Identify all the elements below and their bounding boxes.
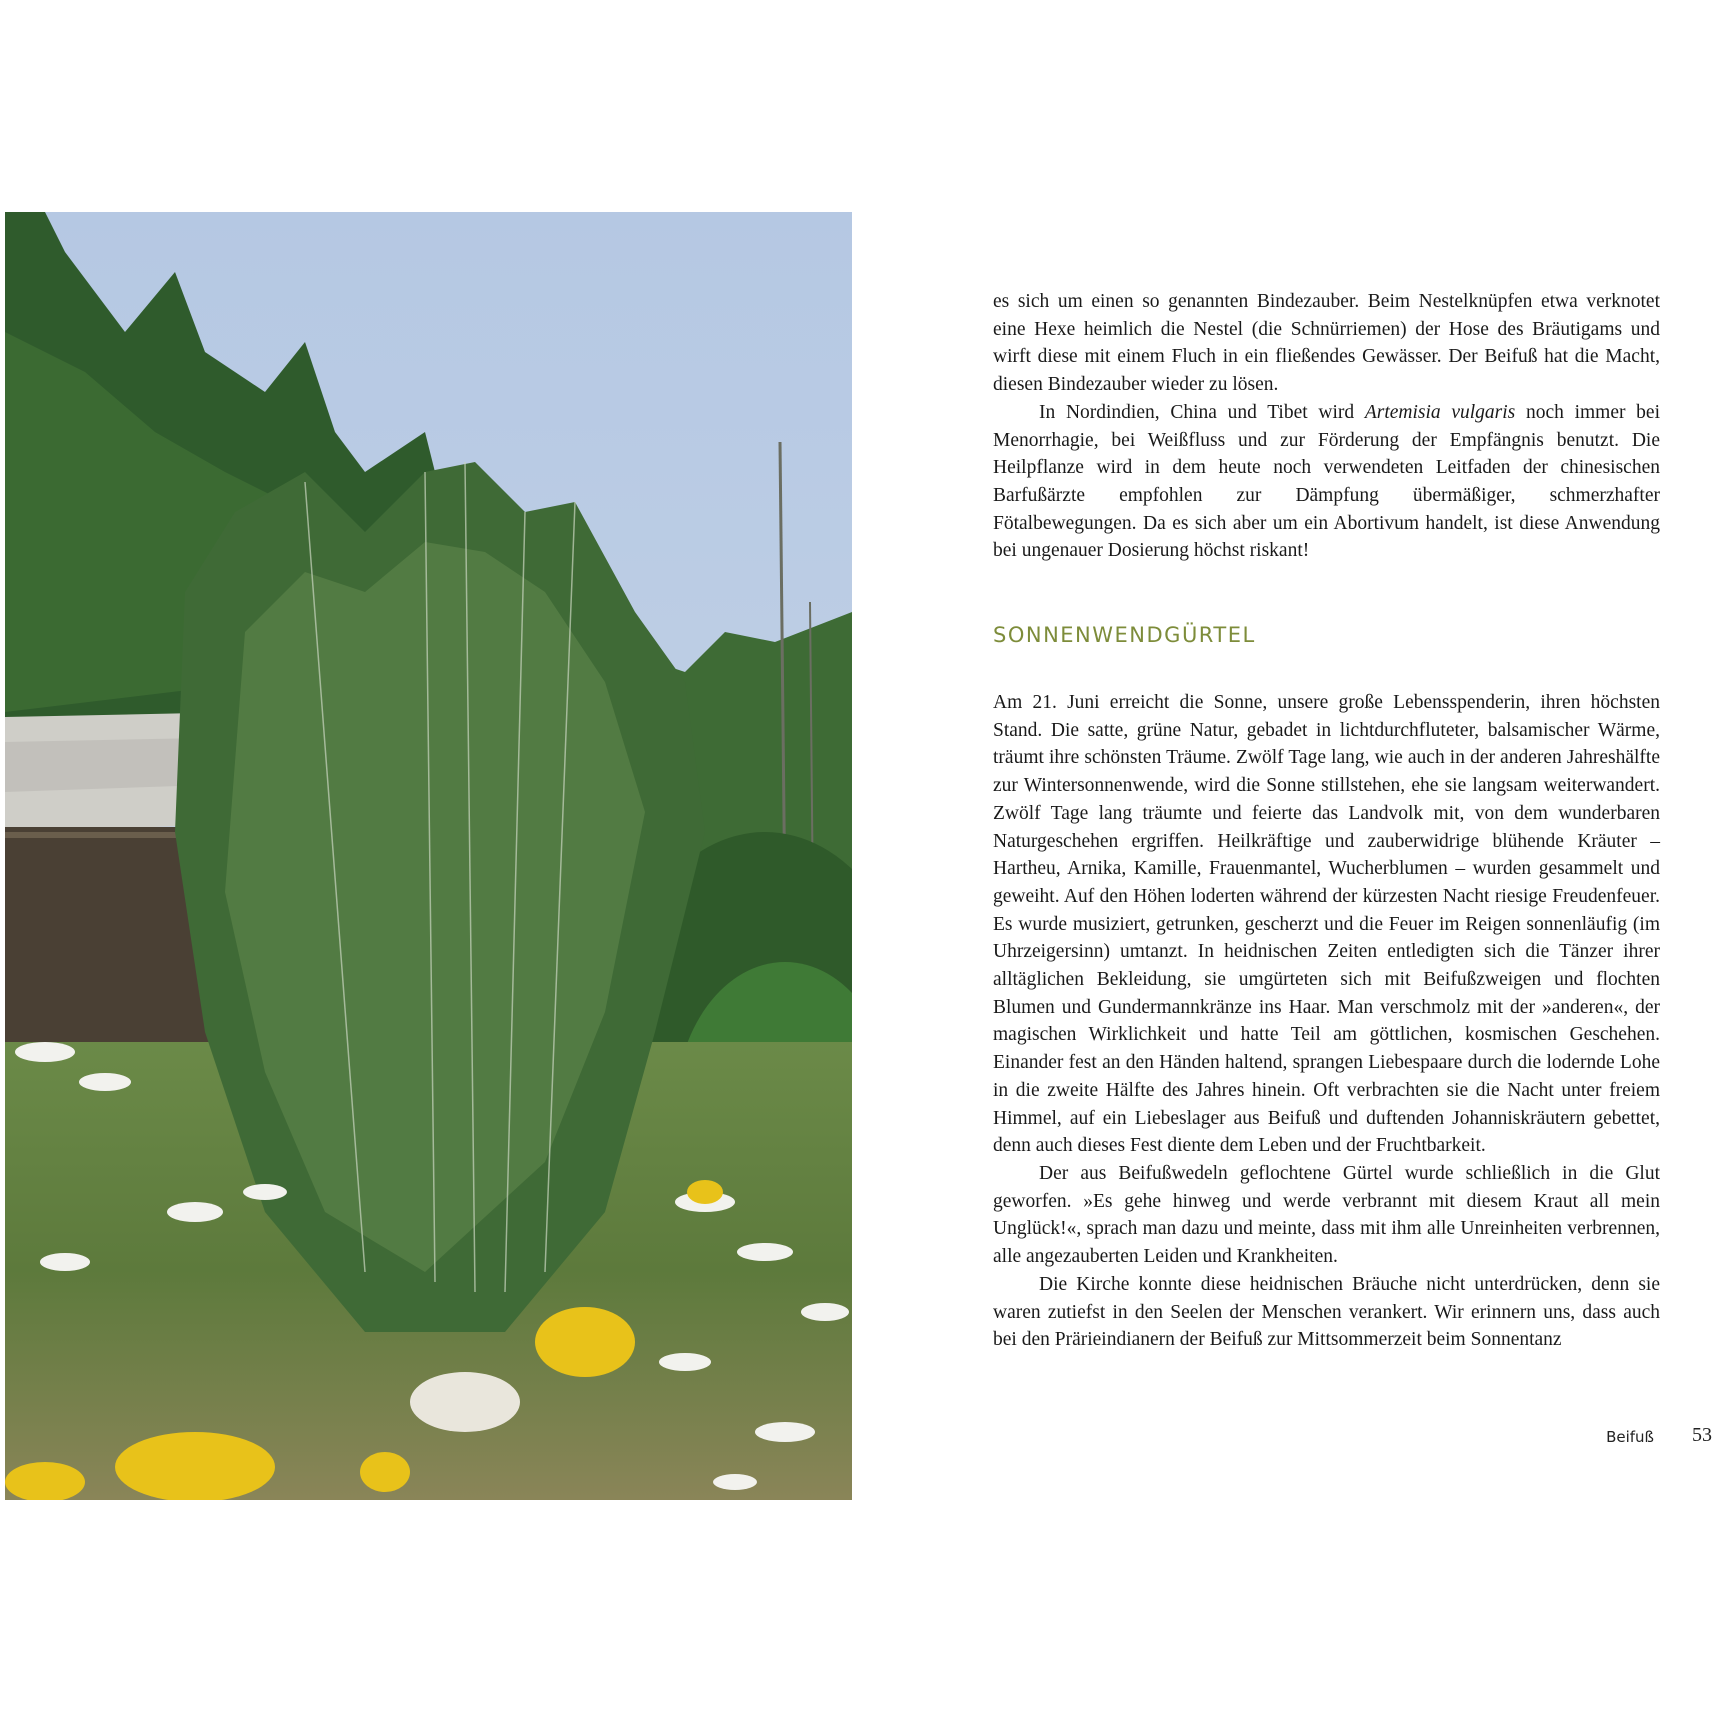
page-number: 53 xyxy=(1692,1424,1712,1446)
paragraph-2 xyxy=(993,399,1660,565)
species-name: Artemisia vulgaris xyxy=(1364,401,1516,423)
page-footer xyxy=(1414,1424,1714,1450)
paragraph-2-rest: noch immer bei Menorrhagie, bei Weißfluss und zur Förderung der Empfängnis benutzt. Die Heilpflanze wird in dem heute noch verwendeten Leitfaden der chinesischen Barfußärzte empfohlen zur Dämpfung übermäßiger, schmerzhafter Fötalbewegungen. Da es sich aber um ein Abortivum handelt, ist diese Anwendung bei ungenauer Dosierung höchst riskant! xyxy=(993,401,1660,562)
section-paragraph-3: Die Kirche konnte diese heidnischen Bräuche nicht unterdrücken, denn sie waren zutiefst in den Seelen der Menschen verankert. Wir erinnern uns, dass auch bei den Prärieindianern der Beifuß zur Mittsommerzeit beim Sonnentanz xyxy=(993,1273,1660,1351)
paragraph-2-lead: In Nordindien, China und Tibet wird xyxy=(1039,401,1365,423)
section-paragraph-1: Am 21. Juni erreicht die Sonne, unsere große Lebensspenderin, ihren höchsten Stand. Die satte, grüne Natur, gebadet in lichtdurchfluteter, balsamischer Wärme, träumt ihre schönsten Träume. Zwölf Tage lang, wie auch in der anderen Jahreshälfte zur Wintersonnenwende, wird die Sonne stillstehen, ehe sie langsam weiterwandert. Zwölf Tage lang träumte und feierte das Landvolk mit, von dem wunderbaren Naturgeschehen ergriffen. Heilkräftige und zauberwidrige blühende Kräuter – Hartheu, Arnika, Kamille, Frauenmantel, Wucherblumen – wurden gesammelt und geweiht. Auf den Höhen loderten während der kürzesten Nacht riesige Freudenfeuer. Es wurde musiziert, getrunken, gescherzt und die Feuer im Reigen sonnenläufig (im Uhrzeigersinn) umtanzt. In heidnischen Zeiten entledigten sich die Tänzer ihrer alltäglichen Bekleidung, sie umgürteten sich mit Beifußzweigen und flochten Blumen und Gundermannkränze ins Haar. Man verschmolz mit der »anderen«, der magischen Wirklichkeit und hatte Teil am göttlichen, kosmischen Geschehen. Einander fest an den Händen haltend, sprangen Liebespaare durch die lodernde Lohe in die zweite Hälfte des Jahres hinein. Oft verbrachten sie die Nacht unter freiem Himmel, auf ein Liebeslager aus Beifuß und duftenden Johanniskräutern gebettet, denn auch dieses Fest diente dem Leben und der Fruchtbarkeit. xyxy=(993,692,1660,1157)
photo-illustration xyxy=(5,212,852,1500)
body-text-column xyxy=(993,288,1660,1354)
paragraph-1: es sich um einen so genannten Bindezauber. Beim Nestelknüpfen etwa verknotet eine Hexe heimlich die Nestel (die Schnürriemen) der Hose des Bräutigams und wirft diese mit einem Fluch in ein fließendes Gewässer. Der Beifuß hat die Macht, diesen Bindezauber wieder zu lösen. xyxy=(993,291,1660,396)
section-paragraph-2: Der aus Beifußwedeln geflochtene Gürtel wurde schließlich in die Glut geworfen. »Es gehe hinweg und werde verbrannt mit diesem Kraut all mein Unglück!«, sprach man dazu und meinte, dass mit ihm alle Unreinheiten verbrennen, alle angezauberten Leiden und Krankheiten. xyxy=(993,1162,1660,1268)
running-head: Beifuß xyxy=(1606,1428,1654,1446)
mugwort-photo xyxy=(5,212,852,1500)
section-heading: SONNENWENDGÜRTEL xyxy=(993,623,1256,648)
